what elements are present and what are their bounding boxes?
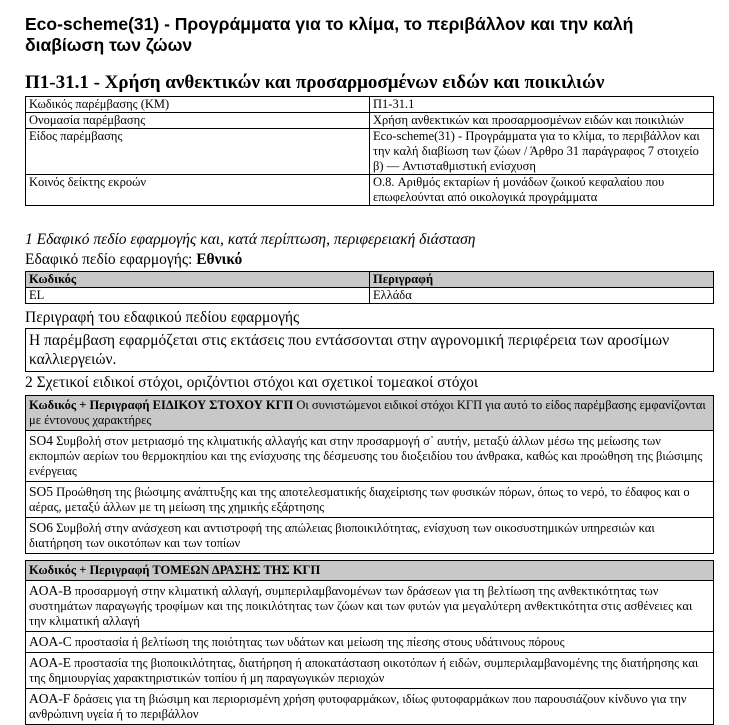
territorial-scope-value: Εθνικό <box>196 251 243 268</box>
objectives-header-bold: Κωδικός + Περιγραφή ΕΙΔΙΚΟΥ ΣΤΟΧΟΥ ΚΓΠ <box>29 398 294 412</box>
sector-cell <box>26 632 714 653</box>
section1-title: 1 Εδαφικό πεδίο εφαρμογής και, κατά περίπτωση, περιφερειακή διάσταση <box>25 231 476 248</box>
sector-row <box>26 689 714 725</box>
sector-code: AOA-B <box>29 583 72 598</box>
objectives-header-row <box>26 396 714 431</box>
table-row <box>26 288 714 304</box>
territory-table <box>25 271 714 304</box>
meta-value: Χρήση ανθεκτικών και προσαρμοσμένων ειδών και ποικιλιών <box>370 113 714 129</box>
objectives-header <box>26 396 714 431</box>
scheme-title: Eco-scheme(31) - Προγράμματα για το κλίμα, το περιβάλλον και την καλή διαβίωση των ζώων <box>25 14 634 55</box>
intervention-meta-table <box>25 96 714 206</box>
objective-cell <box>26 518 714 554</box>
territorial-scope-label: Εδαφικό πεδίο εφαρμογής: <box>25 251 197 268</box>
objective-text: Προώθηση της βιώσιμης ανάπτυξης και της αποτελεσματικής διαχείρισης των φυσικών πόρων, όπως το νερό, το έδαφος και ο αέρας, μεταξύ άλλων με τη μείωση της χημικής εξάρτησης <box>29 485 690 514</box>
sector-text: προσαρμογή στην κλιματική αλλαγή, συμπεριλαμβανομένων των δράσεων για τη βελτίωση της ανθεκτικότητας των συστημάτων παραγωγής τροφίμων και της ποικιλότητας των ζώων και των φυτών για μεγαλύτερη ανθεκτικότητα στις ασθένειες και την κλιματική αλλαγή <box>29 584 693 628</box>
territory-code: EL <box>26 288 370 304</box>
meta-row <box>26 97 714 113</box>
sectors-header-bold: Κωδικός + Περιγραφή ΤΟΜΕΩΝ ΔΡΑΣΗΣ ΤΗΣ ΚΓΠ <box>29 563 321 577</box>
meta-label: Κοινός δείκτης εκροών <box>26 175 370 206</box>
meta-label: Είδος παρέμβασης <box>26 129 370 175</box>
sector-text: δράσεις για τη βιώσιμη και περιορισμένη χρήση φυτοφαρμάκων, ιδίως φυτοφαρμάκων που παρουσιάζουν κίνδυνο για την ανθρώπινη υγεία ή το περιβάλλον <box>29 692 687 721</box>
objective-code: SO5 <box>29 484 54 499</box>
intervention-title: Π1-31.1 - Χρήση ανθεκτικών και προσαρμοσμένων ειδών και ποικιλιών <box>25 72 605 93</box>
meta-value: Π1-31.1 <box>370 97 714 113</box>
objective-row <box>26 482 714 518</box>
meta-value: O.8. Αριθμός εκταρίων ή μονάδων ζωικού κεφαλαίου που επωφελούνται από οικολογικά προγράμματα <box>370 175 714 206</box>
meta-row <box>26 129 714 175</box>
description-header: Περιγραφή <box>370 272 714 288</box>
sector-cell <box>26 689 714 725</box>
meta-row <box>26 175 714 206</box>
meta-label: Ονομασία παρέμβασης <box>26 113 370 129</box>
objective-row <box>26 518 714 554</box>
territory-description-box: Η παρέμβαση εφαρμόζεται στις εκτάσεις που εντάσσονται στην αγρονομική περιφέρεια των αροσίμων καλλιεργειών. <box>25 328 714 372</box>
objective-code: SO6 <box>29 520 54 535</box>
sector-cell <box>26 653 714 689</box>
objectives-table <box>25 395 714 725</box>
table-header-row <box>26 272 714 288</box>
sector-code: AOA-E <box>29 655 71 670</box>
objectives-header-note: Οι συνιστώμενοι ειδικοί στόχοι ΚΓΠ για αυτό το είδος παρέμβασης εμφανίζονται με έντονους χαρακτήρες <box>29 398 706 427</box>
section2-title: 2 Σχετικοί ειδικοί στόχοι, οριζόντιοι στόχοι και σχετικοί τομεακοί στόχοι <box>25 374 479 391</box>
sector-row <box>26 581 714 632</box>
territory-description-label: Περιγραφή του εδαφικού πεδίου εφαρμογής <box>25 309 300 326</box>
objective-code: SO4 <box>29 433 54 448</box>
territory-description: Ελλάδα <box>370 288 714 304</box>
objective-text: Συμβολή στον μετριασμό της κλιματικής αλλαγής και στην προσαρμογή σ᾽ αυτήν, μεταξύ άλλων μέσω της μείωσης των εκπομπών αερίων του θερμοκηπίου και της ενίσχυσης της δέσμευσης του διοξειδίου του άνθρακα, καθώς και προώθηση της βιώσιμης ενέργειας <box>29 434 703 478</box>
sector-code: AOA-F <box>29 691 71 706</box>
territorial-scope <box>25 251 242 269</box>
meta-value: Eco-scheme(31) - Προγράμματα για το κλίμα, το περιβάλλον και την καλή διαβίωση των ζώων / Άρθρο 31 παράγραφος 7 στοιχείο β) — Αντισταθμιστική ενίσχυση <box>370 129 714 175</box>
sectors-header-row <box>26 561 714 581</box>
objective-cell <box>26 482 714 518</box>
sector-cell <box>26 581 714 632</box>
objective-cell <box>26 431 714 482</box>
objective-row <box>26 431 714 482</box>
sector-text: προστασία ή βελτίωση της ποιότητας των υδάτων και μείωση της πίεσης στους υδάτινους πόρους <box>71 635 565 649</box>
sector-code: AOA-C <box>29 634 72 649</box>
table-spacer <box>26 554 714 561</box>
spacer-cell <box>26 554 714 561</box>
objective-text: Συμβολή στην ανάσχεση και αντιστροφή της απώλειας βιοποικιλότητας, ενίσχυση των οικοσυστημικών υπηρεσιών και διατήρηση των οικοτόπων και των τοπίων <box>29 521 655 550</box>
sector-row <box>26 653 714 689</box>
meta-label: Κωδικός παρέμβασης (ΚΜ) <box>26 97 370 113</box>
sector-row <box>26 632 714 653</box>
meta-row <box>26 113 714 129</box>
sectors-header <box>26 561 714 581</box>
sector-text: προστασία της βιοποικιλότητας, διατήρηση ή αποκατάσταση οικοτόπων ή ειδών, συμπεριλαμβανομένης της διατήρησης και της δημιουργίας χαρακτηριστικών τοπίου ή μη παραγωγικών περιοχών <box>29 656 699 685</box>
code-header: Κωδικός <box>26 272 370 288</box>
